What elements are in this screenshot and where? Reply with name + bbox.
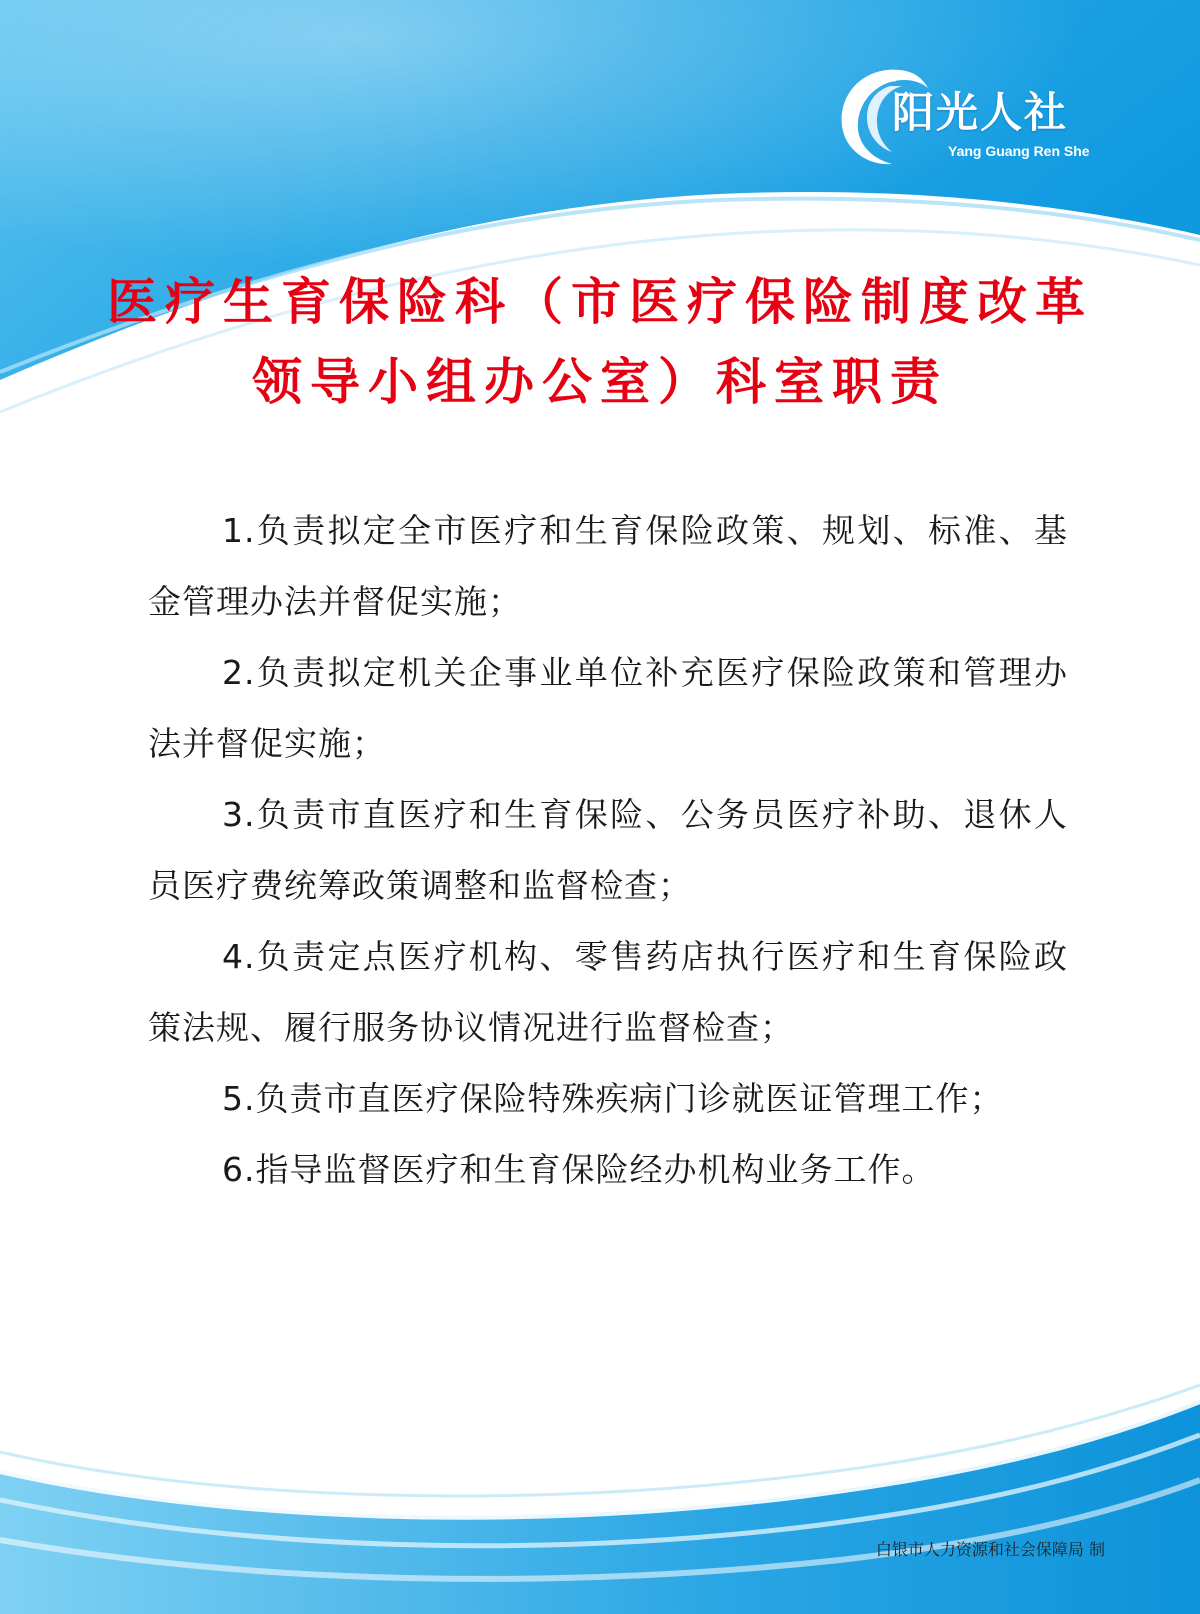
duty-item-1: 1.负责拟定全市医疗和生育保险政策、规划、标准、基金管理办法并督促实施； (148, 511, 1068, 621)
title-line-2: 领导小组办公室）科室职责 (252, 353, 948, 411)
duty-item-5: 5.负责市直医疗保险特殊疾病门诊就医证管理工作； (222, 1079, 1004, 1118)
duty-item-4: 4.负责定点医疗机构、零售药店执行医疗和生育保险政策法规、履行服务协议情况进行监督检查； (148, 937, 1068, 1047)
issuer-footer: 白银市人力资源和社会保障局 制 (875, 1540, 1105, 1559)
logo (830, 58, 1120, 178)
duties-list (148, 495, 1068, 1205)
logo-name-cn: 阳光人社 (892, 88, 1069, 137)
title-line-1: 医疗生育保险科（市医疗保险制度改革 (107, 273, 1093, 331)
duty-item-3: 3.负责市直医疗和生育保险、公务员医疗补助、退休人员医疗费统筹政策调整和监督检查； (148, 795, 1068, 905)
duty-item-2: 2.负责拟定机关企事业单位补充医疗保险政策和管理办法并督促实施； (148, 653, 1068, 763)
page-title (60, 272, 1140, 432)
duty-item-6: 6.指导监督医疗和生育保险经办机构业务工作。 (222, 1150, 936, 1189)
logo-name-en: Yang Guang Ren She (948, 143, 1090, 159)
